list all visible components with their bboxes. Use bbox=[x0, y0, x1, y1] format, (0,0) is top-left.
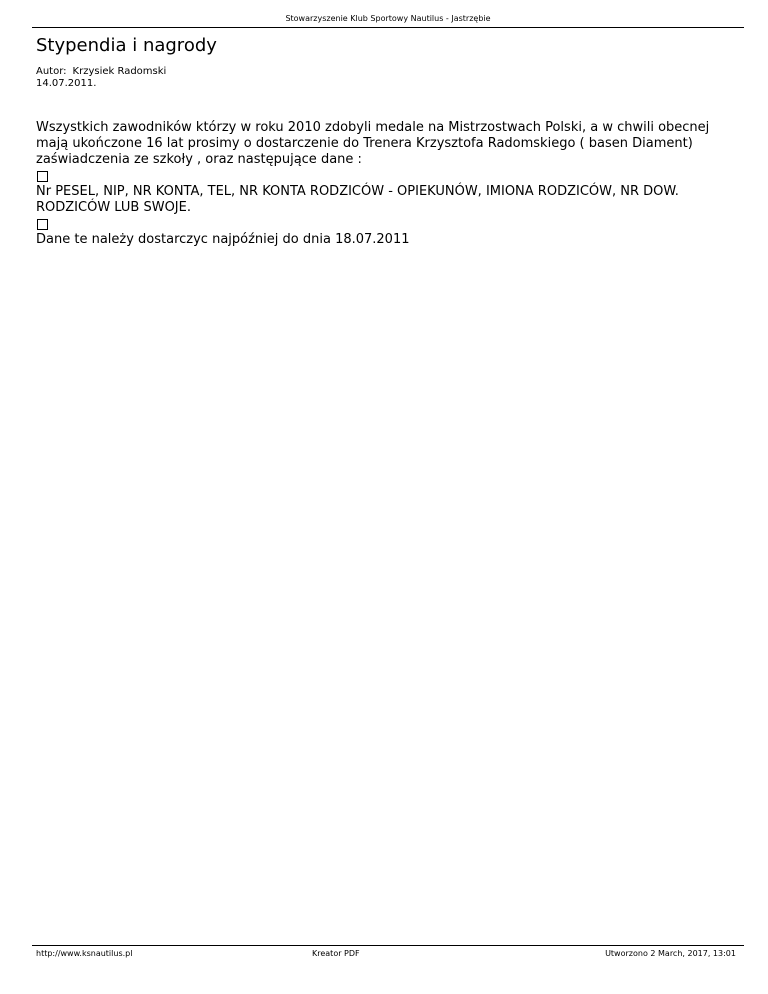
body-paragraph-intro: Wszystkich zawodników którzy w roku 2010 zdobyli medale na Mistrzostwach Polski, a w chwili obecnej mają ukończone 16 lat prosimy o dostarczenie do Trenera Krzysztofa Radomskiego ( basen Diament) zaświadczenia ze szkoły , oraz następujące dane : bbox=[36, 120, 710, 167]
footer-created-date: Utworzono 2 March, 2017, 13:01 bbox=[605, 949, 736, 958]
article-date: 14.07.2011. bbox=[36, 78, 97, 89]
body-paragraph-required-data: Nr PESEL, NIP, NR KONTA, TEL, NR KONTA RODZICÓW - OPIEKUNÓW, IMIONA RODZICÓW, NR DOW. RODZICÓW LUB SWOJE. bbox=[36, 184, 679, 215]
footer-url: http://www.ksnautilus.pl bbox=[36, 949, 133, 958]
article-title: Stypendia i nagrody bbox=[36, 35, 217, 56]
body-paragraph-deadline: Dane te należy dostarczyc najpóźniej do dnia 18.07.2011 bbox=[36, 232, 410, 247]
article-meta bbox=[36, 66, 166, 90]
footer-generator: Kreator PDF bbox=[312, 949, 360, 958]
author-name: Krzysiek Radomski bbox=[72, 66, 167, 77]
checkbox-bullet-icon bbox=[37, 171, 48, 182]
page-header-site-name: Stowarzyszenie Klub Sportowy Nautilus - Jastrzębie bbox=[285, 14, 491, 23]
header-divider bbox=[32, 27, 744, 28]
footer-divider bbox=[32, 945, 744, 946]
author-label: Autor: bbox=[36, 66, 67, 77]
article-body bbox=[36, 120, 736, 248]
checkbox-bullet-icon bbox=[37, 219, 48, 230]
author-line bbox=[36, 66, 166, 78]
